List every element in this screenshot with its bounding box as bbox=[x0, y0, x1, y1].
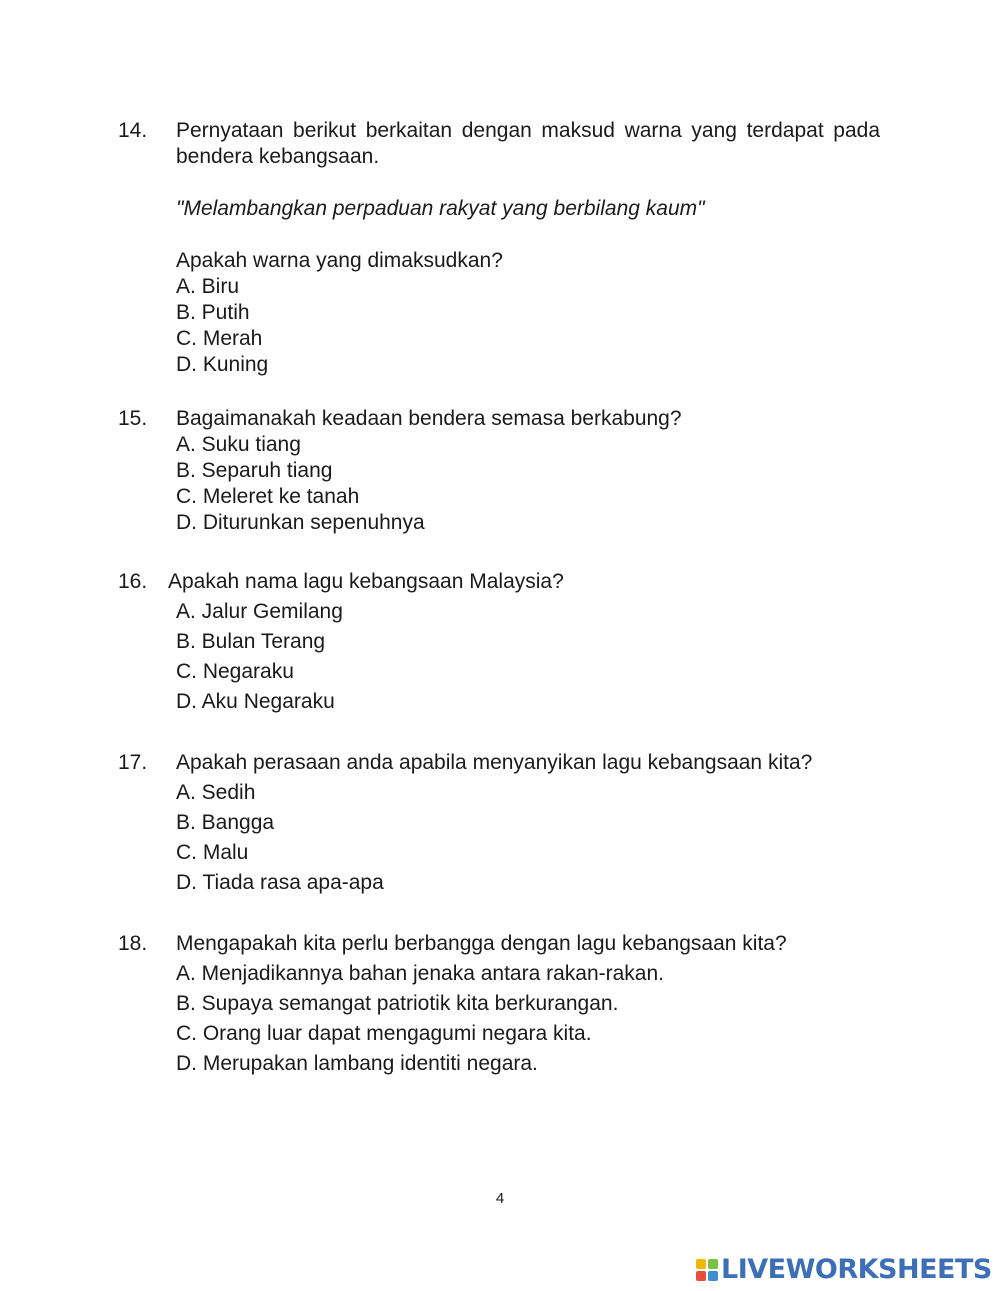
option-d: D. Aku Negaraku bbox=[176, 690, 335, 713]
question-prompt: Bagaimanakah keadaan bendera semasa berkabung? bbox=[176, 407, 682, 430]
option-b: B. Bangga bbox=[176, 811, 275, 834]
logo-blocks-icon bbox=[696, 1259, 718, 1281]
option-d: D. Merupakan lambang identiti negara. bbox=[176, 1052, 538, 1075]
option-d: D. Kuning bbox=[176, 353, 269, 376]
question-number: 16. bbox=[118, 570, 148, 593]
question-quote: "Melambangkan perpaduan rakyat yang berbilang kaum" bbox=[176, 197, 705, 220]
option-c: C. Malu bbox=[176, 841, 249, 864]
question-prompt: Mengapakah kita perlu berbangga dengan lagu kebangsaan kita? bbox=[176, 932, 787, 955]
question-prompt: Apakah nama lagu kebangsaan Malaysia? bbox=[168, 570, 564, 593]
question-stem: Pernyataan berikut berkaitan dengan maksud warna yang terdapat pada bendera kebangsaan. bbox=[176, 119, 880, 168]
option-a: A. Sedih bbox=[176, 781, 256, 804]
logo-block bbox=[696, 1259, 706, 1269]
option-b: B. Bulan Terang bbox=[176, 630, 326, 653]
liveworksheets-logo bbox=[696, 1253, 992, 1287]
option-d: D. Diturunkan sepenuhnya bbox=[176, 511, 425, 534]
option-b: B. Separuh tiang bbox=[176, 459, 333, 482]
page-number: 4 bbox=[495, 1190, 505, 1207]
option-c: C. Merah bbox=[176, 327, 263, 350]
logo-block bbox=[696, 1271, 706, 1281]
option-c: C. Orang luar dapat mengagumi negara kita. bbox=[176, 1022, 592, 1045]
option-d: D. Tiada rasa apa-apa bbox=[176, 871, 384, 894]
option-c: C. Meleret ke tanah bbox=[176, 485, 360, 508]
option-a: A. Jalur Gemilang bbox=[176, 600, 343, 623]
logo-text: LIVEWORKSHEETS bbox=[721, 1254, 992, 1285]
question-number: 14. bbox=[118, 119, 148, 142]
question-number: 18. bbox=[118, 932, 148, 955]
option-a: A. Biru bbox=[176, 275, 240, 298]
question-prompt: Apakah perasaan anda apabila menyanyikan lagu kebangsaan kita? bbox=[176, 751, 813, 774]
option-b: B. Putih bbox=[176, 301, 250, 324]
option-a: A. Menjadikannya bahan jenaka antara rakan-rakan. bbox=[176, 962, 664, 985]
question-prompt: Apakah warna yang dimaksudkan? bbox=[176, 249, 503, 272]
logo-block bbox=[708, 1271, 718, 1281]
question-number: 15. bbox=[118, 407, 148, 430]
option-b: B. Supaya semangat patriotik kita berkurangan. bbox=[176, 992, 619, 1015]
logo-block bbox=[708, 1259, 718, 1269]
option-a: A. Suku tiang bbox=[176, 433, 301, 456]
option-c: C. Negaraku bbox=[176, 660, 294, 683]
question-number: 17. bbox=[118, 751, 148, 774]
